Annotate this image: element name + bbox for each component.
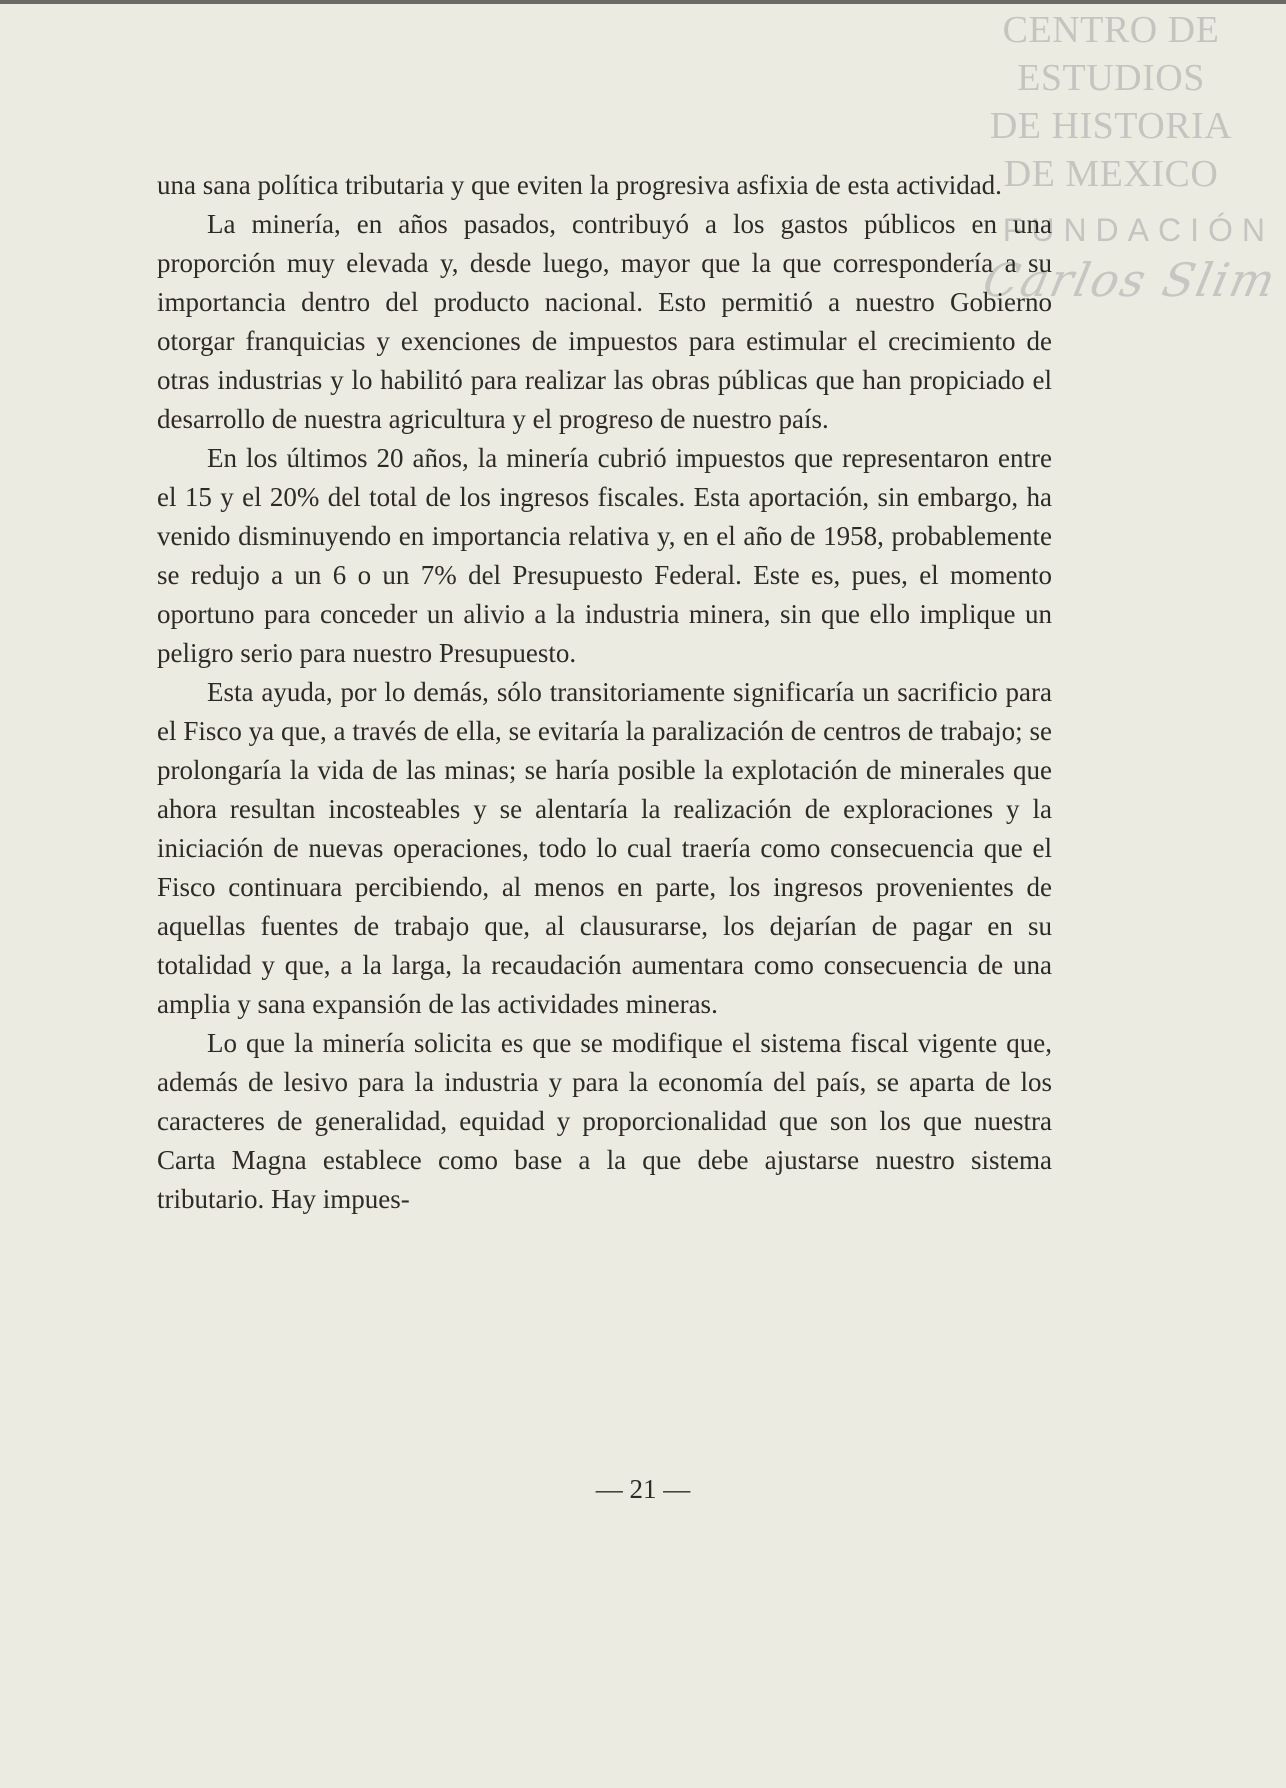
paragraph: En los últimos 20 años, la minería cubrió impuestos que representaron entre el 15 y el 20% del total de los ingresos fiscales. Esta aportación, sin embargo, ha venido disminuyendo en importancia relativa y, en el año de 1958, probablemente se redujo a un 6 o un 7% del Presupuesto Federal. Este es, pues, el momento oportuno para conceder un alivio a la industria minera, sin que ello implique un peligro serio para nuestro Presupuesto.	[157, 443, 1052, 668]
watermark-line: DE MEXICO	[1003, 153, 1219, 195]
paragraph: una sana política tributaria y que eviten la progresiva asfixia de esta actividad.	[157, 170, 1002, 200]
watermark-line: ESTUDIOS	[1017, 57, 1205, 99]
watermark-foundation: FUNDACIÓN	[1002, 212, 1274, 248]
document-page	[0, 4, 1286, 1788]
watermark-signature: Carlos Slim	[978, 253, 1282, 307]
paragraph: Lo que la minería solicita es que se modifique el sistema fiscal vigente que, además de lesivo para la industria y para la economía del país, se aparta de los caracteres de generalidad, equidad y proporcionalidad que son los que nuestra Carta Magna establece como base a la que debe ajustarse nuestro sistema tributario. Hay impues-	[157, 1028, 1052, 1214]
body-text	[157, 166, 1052, 1219]
watermark-line: CENTRO DE	[1002, 9, 1220, 51]
paragraph: La minería, en años pasados, contribuyó a los gastos públicos en una proporción muy elevada y, desde luego, mayor que la que correspondería a su importancia dentro del producto nacional. Esto permitió a nuestro Gobierno otorgar franquicias y exenciones de impuestos para estimular el crecimiento de otras industrias y lo habilitó para realizar las obras públicas que han propiciado el desarrollo de nuestra agricultura y el progreso de nuestro país.	[157, 209, 1052, 434]
page-number: — 21 —	[595, 1474, 691, 1504]
watermark-line: DE HISTORIA	[989, 105, 1233, 147]
paragraph: Esta ayuda, por lo demás, sólo transitoriamente significaría un sacrificio para el Fisco ya que, a través de ella, se evitaría la paralización de centros de trabajo; se prolongaría la vida de las minas; se haría posible la explotación de minerales que ahora resultan incosteables y se alentaría la realización de exploraciones y la iniciación de nuevas operaciones, todo lo cual traería como consecuencia que el Fisco continuara percibiendo, al menos en parte, los ingresos provenientes de aquellas fuentes de trabajo que, al clausurarse, los dejarían de pagar en su totalidad y que, a la larga, la recaudación aumentara como consecuencia de una amplia y sana expansión de las actividades mineras.	[157, 677, 1052, 1019]
